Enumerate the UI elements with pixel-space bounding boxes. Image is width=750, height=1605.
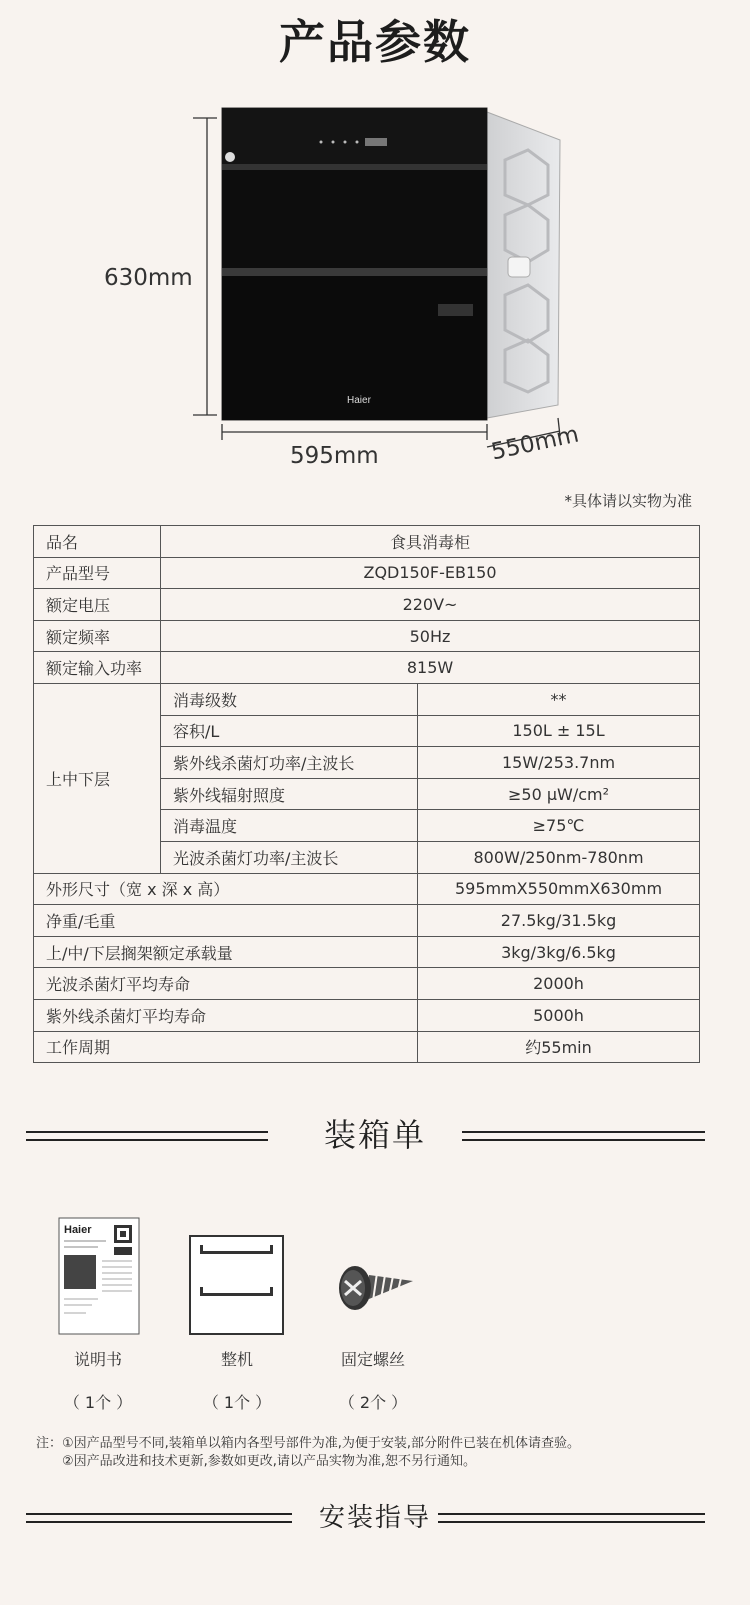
page-title: 产品参数 [279, 15, 471, 69]
spec-value: 15W/253.7nm [418, 747, 700, 779]
table-row [34, 999, 700, 1031]
spec-value: 800W/250nm-780nm [418, 841, 700, 873]
spec-label: 光波杀菌灯功率/主波长 [161, 841, 418, 873]
spec-value: 5000h [418, 999, 700, 1031]
spec-label: 工作周期 [34, 1031, 418, 1063]
spec-value: 150L ± 15L [418, 715, 700, 747]
manual-qty: （ 1个 ） [63, 1393, 133, 1412]
cabinet-outline-icon [187, 1233, 287, 1337]
spec-label: 上/中/下层搁架额定承载量 [34, 936, 418, 968]
table-row [34, 683, 700, 715]
install-section-header [0, 1497, 750, 1547]
spec-value: 3kg/3kg/6.5kg [418, 936, 700, 968]
spec-value: 50Hz [161, 620, 700, 652]
table-row [34, 873, 700, 905]
unit-label: 整机 [220, 1350, 253, 1369]
spec-table [33, 525, 700, 1063]
spec-label: 额定频率 [34, 620, 161, 652]
packing-section-header [0, 1110, 750, 1160]
spec-value: ≥50 μW/cm² [418, 778, 700, 810]
spec-value: 27.5kg/31.5kg [418, 905, 700, 937]
brand-logo-on-cabinet: Haier [347, 395, 371, 406]
screws-label: 固定螺丝 [340, 1350, 405, 1369]
table-row [34, 936, 700, 968]
spec-label: 消毒温度 [161, 810, 418, 842]
manual-brand-text: Haier [64, 1224, 92, 1236]
spec-label: 光波杀菌灯平均寿命 [34, 968, 418, 1000]
spec-label: 品名 [34, 526, 161, 558]
spec-value: ** [418, 683, 700, 715]
height-dimension: 630mm [104, 265, 193, 291]
spec-label: 外形尺寸（宽 x 深 x 高） [34, 873, 418, 905]
table-row [34, 905, 700, 937]
packing-title: 装箱单 [323, 1116, 426, 1154]
spec-label: 容积/L [161, 715, 418, 747]
spec-label: 额定电压 [34, 589, 161, 621]
packing-item-unit [187, 1215, 287, 1415]
install-title: 安装指导 [318, 1503, 431, 1533]
table-row [34, 589, 700, 621]
product-illustration [0, 0, 750, 480]
spec-label: 产品型号 [34, 557, 161, 589]
spec-value: ZQD150F-EB150 [161, 557, 700, 589]
table-row [34, 620, 700, 652]
spec-value: 220V~ [161, 589, 700, 621]
spec-label: 净重/毛重 [34, 905, 418, 937]
screw-icon [329, 1255, 419, 1325]
spec-label: 紫外线杀菌灯平均寿命 [34, 999, 418, 1031]
screws-qty: （ 2个 ） [338, 1393, 408, 1412]
manual-icon [58, 1217, 142, 1337]
unit-qty: （ 1个 ） [202, 1393, 272, 1412]
spec-value: 815W [161, 652, 700, 684]
manual-label: 说明书 [73, 1350, 122, 1369]
spec-value: ≥75℃ [418, 810, 700, 842]
table-row [34, 557, 700, 589]
spec-group-label: 上中下层 [34, 683, 161, 873]
install-right-divider [438, 1513, 705, 1523]
width-dimension: 595mm [290, 443, 379, 469]
spec-label: 额定输入功率 [34, 652, 161, 684]
table-row [34, 968, 700, 1000]
spec-label: 紫外线辐射照度 [161, 778, 418, 810]
footnote-1: 注：①因产品型号不同,装箱单以箱内各型号部件为准,为便于安装,部分附件已装在机体请查验。 [36, 1436, 581, 1451]
footnote-2: ②因产品改进和技术更新,参数如更改,请以产品实物为准,恕不另行通知。 [62, 1454, 477, 1469]
spec-value: 食具消毒柜 [161, 526, 700, 558]
spec-value: 2000h [418, 968, 700, 1000]
spec-value: 约55min [418, 1031, 700, 1063]
table-row [34, 526, 700, 558]
spec-label: 紫外线杀菌灯功率/主波长 [161, 747, 418, 779]
packing-item-screws [323, 1215, 423, 1415]
depth-dimension: 550mm [489, 421, 582, 466]
right-divider [462, 1131, 705, 1141]
spec-label: 消毒级数 [161, 683, 418, 715]
table-row [34, 1031, 700, 1063]
disclaimer-note: *具体请以实物为准 [564, 492, 692, 510]
table-row [34, 652, 700, 684]
cabinet-drawing [0, 0, 750, 480]
spec-value: 595mmX550mmX630mm [418, 873, 700, 905]
packing-item-manual [48, 1215, 148, 1415]
